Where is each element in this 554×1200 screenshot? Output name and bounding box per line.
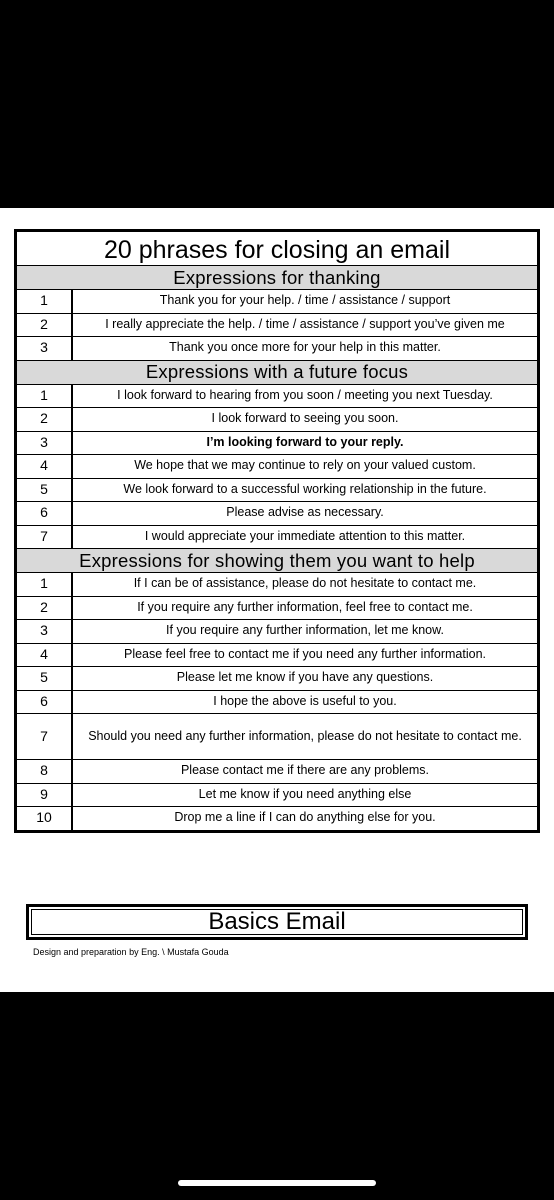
table-row xyxy=(17,454,537,478)
table-row xyxy=(17,407,537,431)
row-phrase: Please let me know if you have any questions. xyxy=(176,670,434,684)
footer-title: Basics Email xyxy=(31,909,523,935)
row-phrase: I look forward to seeing you soon. xyxy=(211,411,399,425)
credit-line: Design and preparation by Eng. \ Mustafa Gouda xyxy=(33,947,229,957)
table-row xyxy=(17,643,537,667)
row-phrase: I look forward to hearing from you soon / meeting you next Tuesday. xyxy=(117,387,493,402)
section-heading-thanking: Expressions for thanking xyxy=(17,265,537,289)
row-number: 1 xyxy=(17,290,73,313)
table-row xyxy=(17,783,537,807)
row-phrase: I’m looking forward to your reply. xyxy=(206,434,404,449)
table-row xyxy=(17,501,537,525)
table-row xyxy=(17,666,537,690)
table-title: 20 phrases for closing an email xyxy=(103,235,451,264)
row-phrase: If you require any further information, feel free to contact me. xyxy=(137,599,473,614)
row-phrase: Please feel free to contact me if you need any further information. xyxy=(123,646,486,661)
row-number: 4 xyxy=(17,644,73,667)
table-row xyxy=(17,713,537,759)
row-number: 2 xyxy=(17,597,73,620)
row-phrase: Thank you for your help. / time / assistance / support xyxy=(159,293,451,307)
table-row xyxy=(17,806,537,830)
row-phrase: We hope that we may continue to rely on your valued custom. xyxy=(134,458,476,472)
row-number: 6 xyxy=(17,691,73,714)
table-row xyxy=(17,336,537,360)
section-heading-future-focus: Expressions with a future focus xyxy=(17,360,537,384)
table-row xyxy=(17,690,537,714)
table-row xyxy=(17,289,537,313)
home-indicator[interactable] xyxy=(178,1180,376,1186)
row-phrase: I really appreciate the help. / time / assistance / support you’ve given me xyxy=(105,316,505,331)
row-number: 3 xyxy=(17,432,73,455)
row-number: 10 xyxy=(17,807,73,830)
row-number: 9 xyxy=(17,784,73,807)
row-number: 2 xyxy=(17,408,73,431)
row-phrase: We look forward to a successful working relationship in the future. xyxy=(123,481,487,496)
table-row xyxy=(17,619,537,643)
row-phrase: I would appreciate your immediate attention to this matter. xyxy=(144,528,466,543)
table-row xyxy=(17,478,537,502)
row-phrase: Drop me a line if I can do anything else for you. xyxy=(174,810,436,824)
row-number: 1 xyxy=(17,385,73,408)
table-row xyxy=(17,384,537,408)
footer-title-box xyxy=(26,904,528,940)
row-number: 3 xyxy=(17,337,73,360)
row-phrase: Should you need any further information, please do not hesitate to contact me. xyxy=(88,728,522,743)
row-number: 6 xyxy=(17,502,73,525)
table-row xyxy=(17,313,537,337)
row-phrase: Let me know if you need anything else xyxy=(198,786,412,801)
row-phrase: If I can be of assistance, please do not hesitate to contact me. xyxy=(133,576,477,590)
row-phrase: If you require any further information, let me know. xyxy=(166,623,444,637)
section-heading-offer-help: Expressions for showing them you want to help xyxy=(17,548,537,572)
row-phrase: Please advise as necessary. xyxy=(226,505,384,519)
row-number: 7 xyxy=(17,714,73,759)
table-row xyxy=(17,759,537,783)
row-phrase: Please contact me if there are any problems. xyxy=(180,763,430,777)
row-number: 5 xyxy=(17,479,73,502)
row-number: 8 xyxy=(17,760,73,783)
table-row xyxy=(17,525,537,549)
row-number: 3 xyxy=(17,620,73,643)
phrases-table xyxy=(14,229,540,833)
row-number: 5 xyxy=(17,667,73,690)
row-number: 1 xyxy=(17,573,73,596)
table-row xyxy=(17,572,537,596)
table-row xyxy=(17,431,537,455)
document-page xyxy=(0,208,554,992)
row-number: 7 xyxy=(17,526,73,549)
row-phrase: Thank you once more for your help in this matter. xyxy=(169,340,441,354)
row-number: 2 xyxy=(17,314,73,337)
row-number: 4 xyxy=(17,455,73,478)
row-phrase: I hope the above is useful to you. xyxy=(213,693,397,708)
table-row xyxy=(17,596,537,620)
